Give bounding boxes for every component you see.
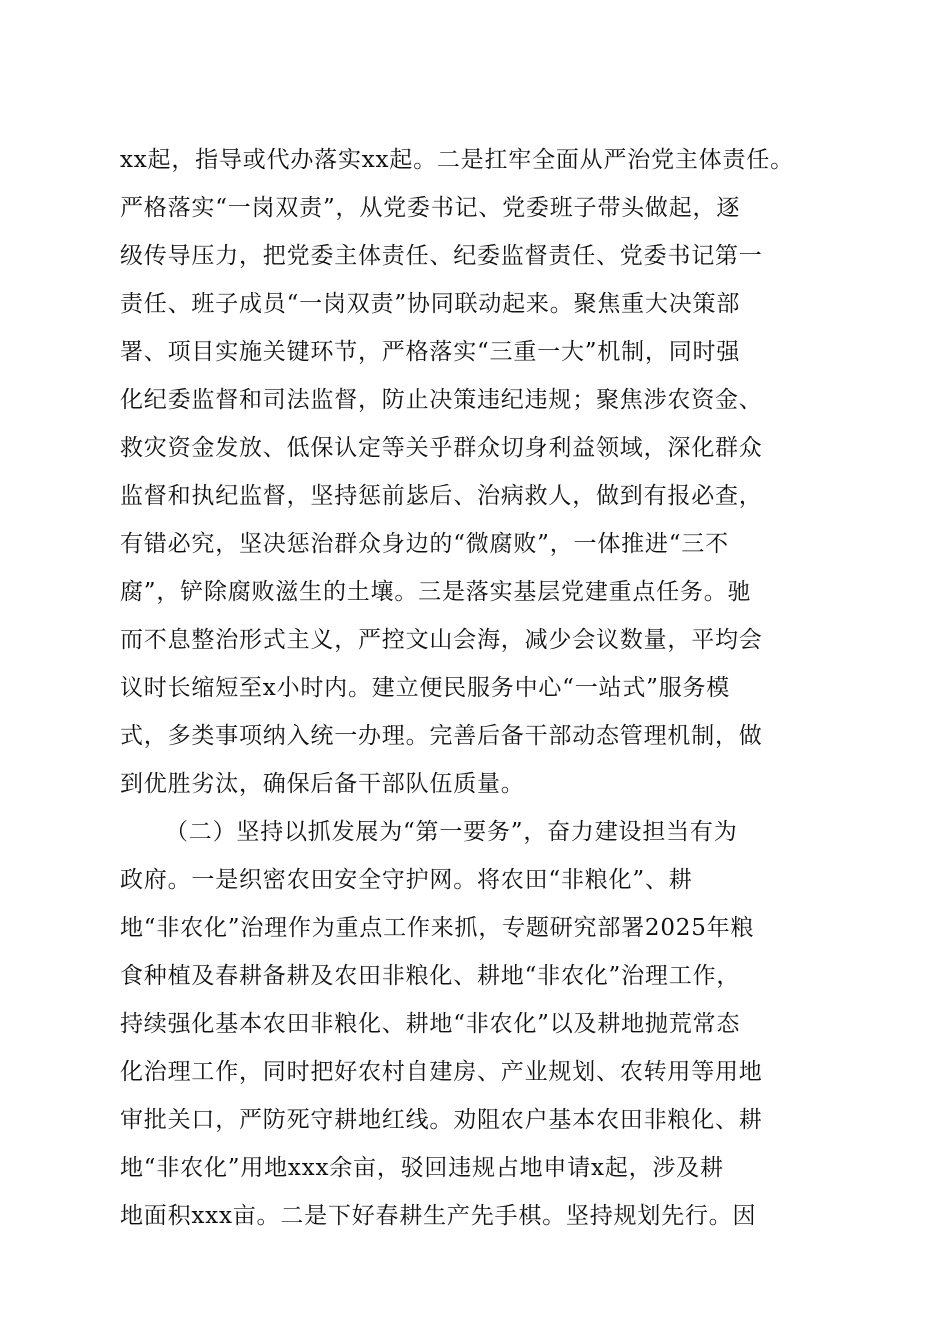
paragraph-line-20: 化治理工作，同时把好农村自建房、产业规划、农转用等用地 — [120, 1059, 763, 1085]
paragraph-line-6: 化纪委监督和司法监督，防止决策违纪违规；聚焦涉农资金、 — [120, 387, 763, 413]
paragraph-line-11: 而不息整治形式主义，严控文山会海，减少会议数量，平均会 — [120, 627, 763, 653]
paragraph-line-16: 政府。一是织密农田安全守护网。将农田“非粮化”、耕 — [120, 867, 693, 893]
paragraph-line-10: 腐”，铲除腐败滋生的土壤。三是落实基层党建重点任务。驰 — [120, 579, 752, 605]
paragraph-line-22: 地“非农化”用地xxx余亩，驳回违规占地申请x起，涉及耕 — [120, 1155, 724, 1181]
paragraph-line-21: 审批关口，严防死守耕地红线。劝阻农户基本农田非粮化、耕 — [120, 1107, 763, 1133]
paragraph-line-12: 议时长缩短至x小时内。建立便民服务中心“一站式”服务模 — [120, 675, 731, 701]
paragraph-line-8: 监督和执纪监督，坚持惩前毖后、治病救人，做到有报必查， — [120, 483, 763, 509]
paragraph-line-19: 持续强化基本农田非粮化、耕地“非农化”以及耕地抛荒常态 — [120, 1011, 741, 1037]
paragraph-line-9: 有错必究，坚决惩治群众身边的“微腐败”，一体推进“三不 — [120, 531, 729, 557]
paragraph-line-13: 式，多类事项纳入统一办理。完善后备干部动态管理机制，做 — [120, 723, 763, 749]
paragraph-line-7: 救灾资金发放、低保认定等关乎群众切身利益领域，深化群众 — [120, 435, 763, 461]
paragraph-line-18: 食种植及春耕备耕及农田非粮化、耕地“非农化”治理工作， — [120, 963, 741, 989]
paragraph-line-1: xx起，指导或代办落实xx起。二是扛牢全面从严治党主体责任。 — [120, 147, 794, 173]
paragraph-line-17: 地“非农化”治理作为重点工作来抓，专题研究部署2025年粮 — [120, 915, 755, 941]
section-heading-line: （二）坚持以抓发展为“第一要务”，奋力建设担当有为 — [165, 819, 738, 845]
paragraph-line-4: 责任、班子成员“一岗双责”协同联动起来。聚焦重大决策部 — [120, 291, 741, 317]
paragraph-line-23: 地面积xxx亩。二是下好春耕生产先手棋。坚持规划先行。因 — [120, 1203, 757, 1229]
paragraph-line-14: 到优胜劣汰，确保后备干部队伍质量。 — [120, 771, 525, 797]
paragraph-line-3: 级传导压力，把党委主体责任、纪委监督责任、党委书记第一 — [120, 243, 763, 269]
paragraph-line-5: 署、项目实施关键环节，严格落实“三重一大”机制，同时强 — [120, 339, 741, 365]
paragraph-line-2: 严格落实“一岗双责”，从党委书记、党委班子带头做起，逐 — [120, 195, 741, 221]
